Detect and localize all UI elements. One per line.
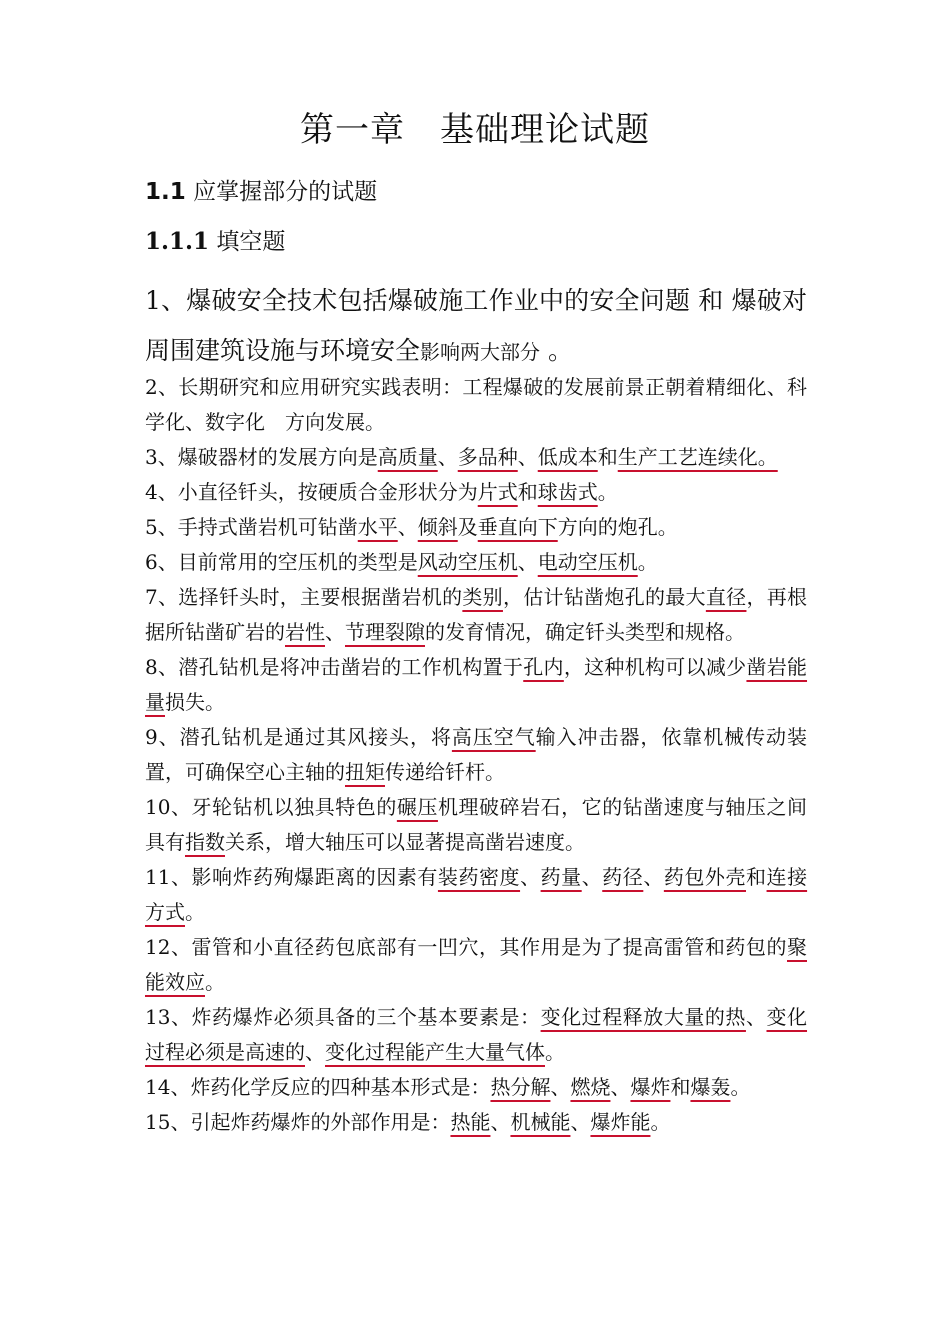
question-text: 输入冲击器，依靠机械传动装置，可确保空心主轴的 [145,725,808,784]
answer-blank: 连接方式 [145,865,808,924]
question-text: 、 [643,865,664,889]
answer-blank: 药径 [602,865,644,889]
answer-blank: 热分解 [490,1075,551,1099]
question-1 [145,276,807,377]
question-1-end: 。 [540,336,573,365]
question-text: 15、引起炸药爆炸的外部作用是： [145,1110,451,1134]
question-text: ，估计钻凿炮孔的最大 [502,585,706,609]
question-text: 3、爆破器材的发展方向是 [145,445,378,469]
question-text: 5、手持式凿岩机可钻凿 [145,515,358,539]
question-text: 、 [397,515,418,539]
question-text: 和 [670,1075,691,1099]
answer-blank: 碾压 [396,795,438,819]
question-4 [145,475,807,510]
answer-blank: 岩性 [285,620,325,644]
answer-blank: 直径 [705,585,747,609]
answer-blank: 变化过程能产生大量气体 [325,1040,545,1064]
question-text: 方向的炮孔。 [557,515,678,539]
question-text: 关系，增大轴压可以显著提高凿岩速度。 [225,830,585,854]
question-text: ，再根据所钻凿矿岩的 [145,585,808,644]
question-15 [145,1105,807,1140]
question-text: 传递给钎杆。 [385,760,505,784]
answer-blank: 爆炸能 [590,1110,651,1134]
subsection-number: 1.1.1 [145,228,210,255]
answer-blank: 燃烧 [570,1075,611,1099]
question-text: 9、潜孔钻机是通过其风接头，将 [145,725,452,749]
question-text: 4、小直径钎头，按硬质合金形状分为 [145,480,478,504]
question-text: 和 [597,445,618,469]
answer-blank: 爆炸 [630,1075,671,1099]
question-11 [145,860,807,930]
question-13 [145,1000,807,1070]
question-text: 。 [650,1110,671,1134]
question-text: 、 [581,865,603,889]
question-text: 。 [205,970,225,994]
section-heading [145,175,377,209]
answer-blank: 节理裂隙 [345,620,425,644]
question-list [145,370,807,1140]
answer-blank: 爆轰 [690,1075,731,1099]
answer-blank: 多品种 [457,445,518,469]
question-10 [145,790,807,860]
answer-blank: 高质量 [377,445,438,469]
question-text: 、 [517,550,538,574]
answer-blank: 药包外壳 [663,865,746,889]
question-text: 损失。 [165,690,225,714]
question-text: 11、影响炸药殉爆距离的因素有 [145,865,438,889]
question-text: 。 [730,1075,751,1099]
question-text: 。 [185,900,205,924]
question-text: 。 [637,550,658,574]
question-text: 和 [746,865,767,889]
answer-blank: 热能 [450,1110,491,1134]
answer-blank: 垂直向下 [477,515,558,539]
section-label: 应掌握部分的试题 [193,179,378,205]
question-text: 8、潜孔钻机是将冲击凿岩的工作机构置于 [145,655,524,679]
answer-blank: 聚能效应 [145,935,807,994]
question-14 [145,1070,807,1105]
question-text: 、 [305,1040,325,1064]
question-text: 、 [325,620,345,644]
answer-blank: 生产工艺连续化。 [617,445,778,469]
answer-blank: 水平 [357,515,398,539]
question-3 [145,440,807,475]
answer-blank: 凿岩能量 [145,655,808,714]
answer-blank: 孔内 [523,655,564,679]
question-9 [145,720,807,790]
question-7 [145,580,807,650]
question-text: 12、雷管和小直径药包底部有一凹穴，其作用是为了提高雷管和药包的 [145,935,787,959]
question-text: 、 [490,1110,511,1134]
question-text: 。 [597,480,618,504]
answer-blank: 倾斜 [417,515,458,539]
question-text: 、 [517,445,538,469]
question-text: 及 [457,515,478,539]
question-text: 7、选择钎头时，主要根据凿岩机的 [145,585,463,609]
answer-blank: 类别 [462,585,503,609]
question-text: 、 [550,1075,571,1099]
answer-blank: 高压空气 [451,725,536,749]
answer-blank: 扭矩 [345,760,385,784]
question-1-text: 1、爆破安全技术包括爆破施工作业中的安全问题 和 爆破对周围建筑设施与环境安全 [145,286,807,365]
question-text: 2、长期研究和应用研究实践表明：工程爆破的发展前景正朝着精细化、科学化、数字化 方向发展。 [145,375,807,434]
answer-blank: 变化过程必须是高速的 [145,1005,808,1064]
question-1-small-text: 影响两大部分 [420,340,541,364]
chapter-title: 第一章 基础理论试题 [300,110,650,150]
question-text: 和 [517,480,538,504]
answer-blank: 球齿式 [537,480,598,504]
question-text: 10、牙轮钻机以独具特色的 [145,795,397,819]
answer-blank: 电动空压机 [537,550,638,574]
answer-blank: 片式 [477,480,518,504]
answer-blank: 风动空压机 [417,550,518,574]
question-12 [145,930,807,1000]
question-text: 、 [570,1110,591,1134]
answer-blank: 机械能 [510,1110,571,1134]
question-2 [145,370,807,440]
question-text: 、 [745,1005,767,1029]
question-text: ，这种机构可以减少 [563,655,747,679]
section-number: 1.1 [145,179,186,205]
question-text: 6、目前常用的空压机的类型是 [145,550,418,574]
answer-blank: 低成本 [537,445,598,469]
subsection-heading [145,225,285,259]
question-8 [145,650,807,720]
question-5 [145,510,807,545]
question-text: 的发育情况，确定钎头类型和规格。 [425,620,745,644]
answer-blank: 变化过程释放大量的热 [540,1005,746,1029]
question-6 [145,545,807,580]
question-text: 14、炸药化学反应的四种基本形式是： [145,1075,491,1099]
question-text: 机理破碎岩石，它的钻凿速度与轴压之间具有 [145,795,808,854]
answer-blank: 药量 [540,865,582,889]
question-text: 、 [520,865,541,889]
answer-blank: 指数 [185,830,225,854]
question-text: 、 [437,445,458,469]
question-text: 、 [610,1075,631,1099]
answer-blank: 装药密度 [437,865,521,889]
subsection-label: 填空题 [216,229,286,255]
question-text: 。 [545,1040,565,1064]
question-text: 13、炸药爆炸必须具备的三个基本要素是： [145,1005,541,1029]
